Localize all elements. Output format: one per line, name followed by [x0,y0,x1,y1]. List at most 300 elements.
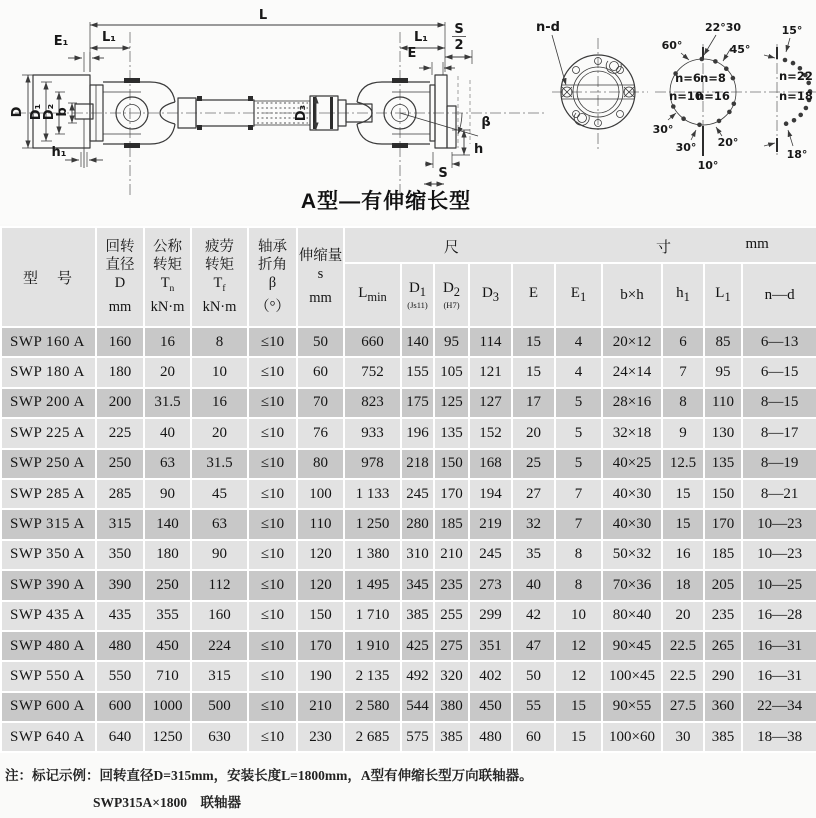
value-cell: 250 [144,570,191,600]
value-cell: 170 [434,479,469,509]
value-cell: 360 [704,692,742,722]
dim-label-D1: D₁ [29,103,44,121]
value-cell: 210 [434,540,469,570]
value-cell: 175 [401,388,434,418]
value-cell: 380 [434,692,469,722]
header-unit: mm [108,298,132,315]
value-cell: 60 [512,722,555,752]
value-cell: 933 [344,418,401,448]
value-cell: 385 [434,722,469,752]
value-cell: ≤10 [248,327,297,357]
value-cell: 42 [512,601,555,631]
value-cell: 315 [96,509,144,539]
value-cell: 100×45 [602,661,662,691]
model-cell: SWP 350 A [1,540,96,570]
value-cell: 40×30 [602,479,662,509]
value-cell: 200 [96,388,144,418]
value-cell: 135 [434,418,469,448]
value-cell: 630 [191,722,248,752]
value-cell: 185 [434,509,469,539]
header-h1: $h_1$ [662,263,704,327]
value-cell: 16 [662,540,704,570]
dim-label-L1-left: L₁ [102,30,116,45]
header-line: 转矩 [153,257,182,274]
value-cell: 7 [555,479,602,509]
model-cell: SWP 550 A [1,661,96,691]
value-cell: 492 [401,661,434,691]
value-cell: 752 [344,357,401,387]
header-unit: （°） [255,298,290,315]
header-line: 伸缩量 [298,248,343,265]
value-cell: 6 [662,327,704,357]
hole-count-n6: n=6 [675,71,701,85]
value-cell: 7 [555,509,602,539]
value-cell: 76 [297,418,344,448]
table-row [1,540,816,570]
value-cell: 16 [144,327,191,357]
value-cell: 194 [469,479,512,509]
header-D3: $D_3$ [469,263,512,327]
model-cell: SWP 435 A [1,601,96,631]
value-cell: 32×18 [602,418,662,448]
header-L1: $L_1$ [704,263,742,327]
value-cell: 500 [191,692,248,722]
table-row [1,479,816,509]
value-cell: 150 [704,479,742,509]
value-cell: 190 [297,661,344,691]
value-cell: 15 [512,327,555,357]
value-cell: 12 [555,631,602,661]
spec-table [0,226,816,753]
value-cell: 1 250 [344,509,401,539]
value-cell: 5 [555,418,602,448]
value-cell: 100 [297,479,344,509]
value-cell: 16—31 [742,631,816,661]
value-cell: 125 [434,388,469,418]
angle-label-18: 18° [786,148,808,161]
header-unit: kN·m [150,298,185,315]
model-cell: SWP 600 A [1,692,96,722]
angle-label-60: 60° [661,39,683,52]
angle-label-30a: 30° [652,123,674,136]
value-cell: 150 [434,449,469,479]
value-cell: 45 [191,479,248,509]
value-cell: 160 [96,327,144,357]
value-cell: 1 710 [344,601,401,631]
angle-label-20: 20° [717,136,739,149]
value-cell: 95 [434,327,469,357]
value-cell: 350 [96,540,144,570]
value-cell: 1 495 [344,570,401,600]
table-row [1,601,816,631]
value-cell: 22—34 [742,692,816,722]
model-cell: SWP 640 A [1,722,96,752]
bolt-pattern-diagram-2 [764,24,813,161]
model-cell: SWP 180 A [1,357,96,387]
dim-label-S-den: 2 [454,38,464,53]
header-nominal-torque: 公称 转矩 $T_n$ kN·m [144,227,191,327]
value-cell: 16 [191,388,248,418]
note-line-1: 注：标记示例：回转直径D=315mm，安装长度L=1800mm，A型有伸缩长型万向联轴器。 [5,768,533,784]
value-cell: 210 [297,692,344,722]
value-cell: 285 [96,479,144,509]
value-cell: 245 [469,540,512,570]
value-cell: 180 [144,540,191,570]
value-cell: 6—13 [742,327,816,357]
angle-label-45: 45° [729,43,751,56]
value-cell: ≤10 [248,357,297,387]
header-D1: $D_1$ (Js11) [401,263,434,327]
value-cell: 660 [344,327,401,357]
note [0,753,816,811]
value-cell: 280 [401,509,434,539]
header-dimensions-group [344,227,816,263]
value-cell: 299 [469,601,512,631]
value-cell: 7 [662,357,704,387]
value-cell: 600 [96,692,144,722]
header-E1: $E_1$ [555,263,602,327]
value-cell: 63 [144,449,191,479]
angle-label-10: 10° [697,159,719,172]
header-telescopic-amount: 伸缩量 s mm [297,227,344,327]
value-cell: 30 [662,722,704,752]
dim-label-beta: β [481,115,491,130]
model-cell: SWP 285 A [1,479,96,509]
value-cell: 130 [704,418,742,448]
value-cell: 4 [555,327,602,357]
value-cell: 121 [469,357,512,387]
value-cell: 25 [512,449,555,479]
model-cell: SWP 200 A [1,388,96,418]
value-cell: 385 [401,601,434,631]
value-cell: 550 [96,661,144,691]
hole-count-n22: n=22 [779,69,813,83]
header-bearing-angle: 轴承 折角 β （°） [248,227,297,327]
value-cell: ≤10 [248,418,297,448]
value-cell: 70 [297,388,344,418]
table-row [1,692,816,722]
value-cell: 90×55 [602,692,662,722]
value-cell: 80 [297,449,344,479]
dim-label-D2: D₂ [42,103,57,121]
value-cell: 1 910 [344,631,401,661]
header-line: 公称 [153,239,182,256]
value-cell: 8—21 [742,479,816,509]
value-cell: 185 [704,540,742,570]
value-cell: 15 [662,479,704,509]
value-cell: 235 [704,601,742,631]
header-unit: mm [309,289,332,306]
value-cell: 110 [297,509,344,539]
flange-holes-label: n-d [536,20,560,35]
dim-label-D3: D₃ [294,104,309,122]
header-line: 回转 [105,239,135,256]
dim-group-char2: 寸 [655,240,671,256]
value-cell: 18 [662,570,704,600]
side-view-drawing [10,8,545,196]
value-cell: 12.5 [662,449,704,479]
value-cell: 18—38 [742,722,816,752]
value-cell: 5 [555,449,602,479]
dim-group-char1: 尺 [443,240,459,256]
value-cell: 8—17 [742,418,816,448]
value-cell: 315 [191,661,248,691]
value-cell: ≤10 [248,661,297,691]
value-cell: 10 [191,357,248,387]
value-cell: 310 [401,540,434,570]
table-row [1,388,816,418]
value-cell: 1 133 [344,479,401,509]
model-cell: SWP 480 A [1,631,96,661]
value-cell: 15 [662,509,704,539]
value-cell: 710 [144,661,191,691]
value-cell: 15 [555,722,602,752]
value-cell: 90 [191,540,248,570]
value-cell: 235 [434,570,469,600]
value-cell: 275 [434,631,469,661]
value-cell: 273 [469,570,512,600]
table-row [1,418,816,448]
value-cell: 27 [512,479,555,509]
value-cell: 20×12 [602,327,662,357]
hole-count-n18: n=18 [779,89,813,103]
value-cell: 32 [512,509,555,539]
table-row [1,722,816,752]
value-cell: 114 [469,327,512,357]
dim-label-D: D [10,106,25,118]
value-cell: 544 [401,692,434,722]
value-cell: 40×25 [602,449,662,479]
value-cell: 10—25 [742,570,816,600]
value-cell: 85 [704,327,742,357]
table-row [1,631,816,661]
value-cell: 320 [434,661,469,691]
value-cell: 8—15 [742,388,816,418]
value-cell: ≤10 [248,722,297,752]
angle-label-30b: 30° [675,141,697,154]
value-cell: 120 [297,570,344,600]
value-cell: 8 [555,540,602,570]
value-cell: 8 [662,388,704,418]
header-n-d: n—d [742,263,816,327]
value-cell: 22.5 [662,661,704,691]
value-cell: 105 [434,357,469,387]
value-cell: 5 [555,388,602,418]
model-cell: SWP 250 A [1,449,96,479]
value-cell: 20 [144,357,191,387]
value-cell: 8—19 [742,449,816,479]
dim-label-E: E [407,46,417,61]
header-bxh: b×h [602,263,662,327]
value-cell: 120 [297,540,344,570]
value-cell: 450 [469,692,512,722]
value-cell: 27.5 [662,692,704,722]
dim-label-h: h [474,142,484,157]
dim-label-E1: E₁ [53,34,69,49]
table-row [1,357,816,387]
value-cell: 1 380 [344,540,401,570]
header-D2: $D_2$ (H7) [434,263,469,327]
header-line: 轴承 [258,239,287,256]
value-cell: 31.5 [144,388,191,418]
value-cell: 15 [555,692,602,722]
value-cell: 22.5 [662,631,704,661]
value-cell: 6—15 [742,357,816,387]
value-cell: 196 [401,418,434,448]
dim-label-S-num: S [454,22,464,37]
header-line: 转矩 [205,257,234,274]
header-line: 疲劳 [205,239,234,256]
dim-label-L1-right: L₁ [414,30,428,45]
value-cell: 70×36 [602,570,662,600]
value-cell: 10—23 [742,509,816,539]
table-row [1,570,816,600]
value-cell: 40 [512,570,555,600]
value-cell: 17 [512,388,555,418]
value-cell: 24×14 [602,357,662,387]
value-cell: 1000 [144,692,191,722]
value-cell: 250 [96,449,144,479]
header-unit: kN·m [202,298,237,315]
header-fatigue-torque: 疲劳 转矩 $T_f$ kN·m [191,227,248,327]
model-cell: SWP 160 A [1,327,96,357]
value-cell: 168 [469,449,512,479]
value-cell: 95 [704,357,742,387]
value-cell: 978 [344,449,401,479]
value-cell: 80×40 [602,601,662,631]
value-cell: 28×16 [602,388,662,418]
dim-group-unit: mm [745,236,769,252]
value-cell: ≤10 [248,631,297,661]
value-cell: 112 [191,570,248,600]
angle-label-22-30: 22°30 [704,21,742,34]
value-cell: 823 [344,388,401,418]
value-cell: 1250 [144,722,191,752]
value-cell: 135 [704,449,742,479]
value-cell: ≤10 [248,540,297,570]
value-cell: 150 [297,601,344,631]
table-row [1,327,816,357]
hole-count-n16: n=16 [696,89,730,103]
value-cell: 47 [512,631,555,661]
value-cell: 205 [704,570,742,600]
value-cell: 20 [191,418,248,448]
value-cell: 170 [704,509,742,539]
value-cell: 575 [401,722,434,752]
value-cell: 50 [512,661,555,691]
value-cell: 255 [434,601,469,631]
value-cell: 355 [144,601,191,631]
value-cell: 224 [191,631,248,661]
value-cell: ≤10 [248,601,297,631]
value-cell: 480 [469,722,512,752]
value-cell: 140 [401,327,434,357]
table-row [1,661,816,691]
angle-label-15: 15° [781,24,803,37]
value-cell: 63 [191,509,248,539]
dim-label-b: b [55,107,70,117]
value-cell: 50 [297,327,344,357]
value-cell: 180 [96,357,144,387]
value-cell: 8 [555,570,602,600]
value-cell: 90×45 [602,631,662,661]
hole-count-n10: n=10 [669,89,703,103]
value-cell: 425 [401,631,434,661]
header-line: 直径 [105,257,135,274]
value-cell: 60 [297,357,344,387]
value-cell: 40 [144,418,191,448]
value-cell: 640 [96,722,144,752]
value-cell: 155 [401,357,434,387]
model-cell: SWP 225 A [1,418,96,448]
header-rotary-diameter: 回转 直径 D mm [96,227,144,327]
value-cell: 31.5 [191,449,248,479]
spec-table-body [1,327,816,752]
value-cell: 35 [512,540,555,570]
value-cell: 140 [144,509,191,539]
value-cell: 245 [401,479,434,509]
value-cell: 480 [96,631,144,661]
value-cell: 170 [297,631,344,661]
technical-drawing [0,0,816,224]
header-Lmin: $L_{min}$ [344,263,401,327]
value-cell: 10 [555,601,602,631]
value-cell: 450 [144,631,191,661]
value-cell: 402 [469,661,512,691]
model-cell: SWP 315 A [1,509,96,539]
value-cell: 4 [555,357,602,387]
model-cell: SWP 390 A [1,570,96,600]
value-cell: 230 [297,722,344,752]
value-cell: ≤10 [248,388,297,418]
dim-label-L: L [258,8,268,23]
value-cell: 127 [469,388,512,418]
value-cell: ≤10 [248,692,297,722]
value-cell: ≤10 [248,509,297,539]
value-cell: 16—31 [742,661,816,691]
value-cell: 16—28 [742,601,816,631]
value-cell: 2 135 [344,661,401,691]
value-cell: 10—23 [742,540,816,570]
value-cell: 40×30 [602,509,662,539]
value-cell: 8 [191,327,248,357]
spec-table-header [1,227,816,327]
value-cell: 290 [704,661,742,691]
value-cell: ≤10 [248,570,297,600]
value-cell: 160 [191,601,248,631]
value-cell: ≤10 [248,479,297,509]
value-cell: 435 [96,601,144,631]
header-E: E [512,263,555,327]
value-cell: 390 [96,570,144,600]
value-cell: 351 [469,631,512,661]
value-cell: 152 [469,418,512,448]
hole-count-n8: n=8 [700,71,726,85]
dim-label-h1: h₁ [51,145,67,160]
value-cell: 345 [401,570,434,600]
table-row [1,509,816,539]
value-cell: 218 [401,449,434,479]
flange-front-view [536,20,648,150]
drawing-title: A型—有伸缩长型 [300,190,472,213]
value-cell: 2 685 [344,722,401,752]
value-cell: 90 [144,479,191,509]
value-cell: 265 [704,631,742,661]
dim-label-S-bottom: S [438,166,448,181]
value-cell: 20 [512,418,555,448]
value-cell: 9 [662,418,704,448]
value-cell: ≤10 [248,449,297,479]
